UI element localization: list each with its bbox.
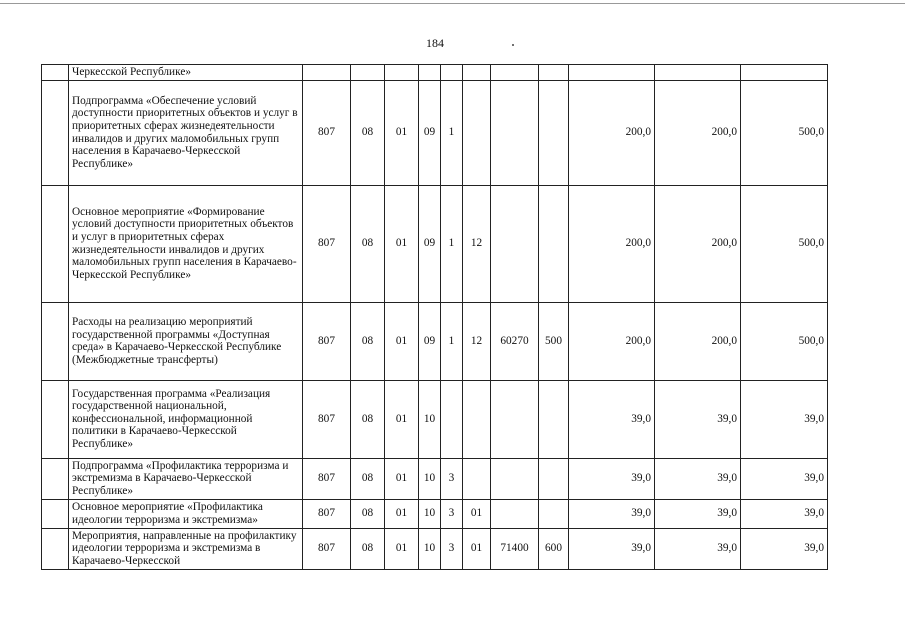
description-cell: Черкесской Республике» (69, 65, 303, 81)
subsection-code-cell: 01 (385, 528, 419, 569)
amount-year3-cell: 39,0 (741, 380, 828, 458)
article-code-cell (491, 185, 539, 302)
direction-code-cell: 12 (463, 302, 491, 380)
amount-year2-cell: 39,0 (655, 458, 741, 499)
top-rule (0, 3, 905, 4)
table-row (42, 499, 828, 528)
row-number-cell (42, 458, 69, 499)
article-code-cell (491, 380, 539, 458)
amount-year3-cell (741, 65, 828, 81)
table-row (42, 380, 828, 458)
subsection-code-cell: 01 (385, 185, 419, 302)
subprogram-code-cell: 3 (441, 528, 463, 569)
row-number-cell (42, 499, 69, 528)
expense-type-cell (539, 80, 569, 185)
subprogram-code-cell: 3 (441, 458, 463, 499)
amount-year2-cell: 200,0 (655, 185, 741, 302)
program-code-cell: 10 (419, 499, 441, 528)
article-code-cell (491, 65, 539, 81)
ministry-code-cell: 807 (303, 80, 351, 185)
section-code-cell: 08 (351, 80, 385, 185)
program-code-cell: 09 (419, 80, 441, 185)
amount-year2-cell: 200,0 (655, 302, 741, 380)
subsection-code-cell: 01 (385, 80, 419, 185)
amount-year2-cell: 200,0 (655, 80, 741, 185)
ministry-code-cell: 807 (303, 380, 351, 458)
table-row (42, 528, 828, 569)
direction-code-cell: 01 (463, 528, 491, 569)
direction-code-cell: 01 (463, 499, 491, 528)
ministry-code-cell: 807 (303, 185, 351, 302)
table-row (42, 458, 828, 499)
table-row (42, 185, 828, 302)
expense-type-cell (539, 65, 569, 81)
scan-speck (512, 44, 514, 46)
section-code-cell: 08 (351, 380, 385, 458)
subprogram-code-cell: 3 (441, 499, 463, 528)
subprogram-code-cell: 1 (441, 185, 463, 302)
expense-type-cell (539, 185, 569, 302)
section-code-cell (351, 65, 385, 81)
amount-year1-cell: 39,0 (569, 380, 655, 458)
amount-year1-cell: 200,0 (569, 185, 655, 302)
subsection-code-cell: 01 (385, 380, 419, 458)
amount-year1-cell: 39,0 (569, 499, 655, 528)
direction-code-cell: 12 (463, 185, 491, 302)
amount-year3-cell: 39,0 (741, 499, 828, 528)
program-code-cell: 09 (419, 302, 441, 380)
article-code-cell (491, 458, 539, 499)
row-number-cell (42, 65, 69, 81)
row-number-cell (42, 380, 69, 458)
row-number-cell (42, 528, 69, 569)
row-number-cell (42, 185, 69, 302)
subprogram-code-cell: 1 (441, 302, 463, 380)
expense-type-cell: 600 (539, 528, 569, 569)
ministry-code-cell: 807 (303, 458, 351, 499)
amount-year3-cell: 500,0 (741, 302, 828, 380)
direction-code-cell (463, 380, 491, 458)
section-code-cell: 08 (351, 185, 385, 302)
subprogram-code-cell: 1 (441, 80, 463, 185)
page-number: 184 (426, 36, 444, 50)
ministry-code-cell: 807 (303, 302, 351, 380)
description-cell: Подпрограмма «Профилактика терроризма и экстремизма в Карачаево-Черкесской Республике» (69, 458, 303, 499)
budget-table (41, 64, 828, 570)
ministry-code-cell: 807 (303, 499, 351, 528)
subsection-code-cell: 01 (385, 458, 419, 499)
amount-year1-cell: 39,0 (569, 458, 655, 499)
ministry-code-cell: 807 (303, 528, 351, 569)
description-cell: Государственная программа «Реализация государственной национальной, конфессиональной, информационной политики в Карачаево-Черкесской Республике» (69, 380, 303, 458)
expense-type-cell (539, 458, 569, 499)
amount-year2-cell: 39,0 (655, 528, 741, 569)
amount-year1-cell: 39,0 (569, 528, 655, 569)
amount-year2-cell (655, 65, 741, 81)
amount-year3-cell: 500,0 (741, 80, 828, 185)
row-number-cell (42, 302, 69, 380)
description-cell: Основное мероприятие «Профилактика идеологии терроризма и экстремизма» (69, 499, 303, 528)
article-code-cell (491, 499, 539, 528)
ministry-code-cell (303, 65, 351, 81)
program-code-cell: 10 (419, 458, 441, 499)
direction-code-cell (463, 65, 491, 81)
article-code-cell: 60270 (491, 302, 539, 380)
expense-type-cell (539, 499, 569, 528)
description-cell: Подпрограмма «Обеспечение условий доступности приоритетных объектов и услуг в приоритетных сферах жизнедеятельности инвалидов и других маломобильных групп населения в Карачаево-Черкесской Республике» (69, 80, 303, 185)
subsection-code-cell: 01 (385, 499, 419, 528)
article-code-cell: 71400 (491, 528, 539, 569)
direction-code-cell (463, 80, 491, 185)
amount-year2-cell: 39,0 (655, 380, 741, 458)
program-code-cell: 10 (419, 380, 441, 458)
program-code-cell: 10 (419, 528, 441, 569)
amount-year3-cell: 39,0 (741, 458, 828, 499)
description-cell: Расходы на реализацию мероприятий государственной программы «Доступная среда» в Карачаево-Черкесской Республике (Межбюджетные трансферты) (69, 302, 303, 380)
amount-year3-cell: 39,0 (741, 528, 828, 569)
direction-code-cell (463, 458, 491, 499)
subsection-code-cell (385, 65, 419, 81)
amount-year2-cell: 39,0 (655, 499, 741, 528)
program-code-cell: 09 (419, 185, 441, 302)
expense-type-cell: 500 (539, 302, 569, 380)
section-code-cell: 08 (351, 528, 385, 569)
section-code-cell: 08 (351, 302, 385, 380)
subprogram-code-cell (441, 380, 463, 458)
section-code-cell: 08 (351, 458, 385, 499)
expense-type-cell (539, 380, 569, 458)
row-number-cell (42, 80, 69, 185)
amount-year1-cell: 200,0 (569, 80, 655, 185)
description-cell: Основное мероприятие «Формирование условий доступности приоритетных объектов и услуг в приоритетных сферах жизнедеятельности инвалидов и других маломобильных групп населения в Карачаево-Черкесской Республике» (69, 185, 303, 302)
program-code-cell (419, 65, 441, 81)
article-code-cell (491, 80, 539, 185)
table-row (42, 65, 828, 81)
amount-year1-cell: 200,0 (569, 302, 655, 380)
table-row (42, 302, 828, 380)
subprogram-code-cell (441, 65, 463, 81)
table-row (42, 80, 828, 185)
section-code-cell: 08 (351, 499, 385, 528)
description-cell: Мероприятия, направленные на профилактику идеологии терроризма и экстремизма в Карачаево-Черкесской (69, 528, 303, 569)
amount-year3-cell: 500,0 (741, 185, 828, 302)
subsection-code-cell: 01 (385, 302, 419, 380)
amount-year1-cell (569, 65, 655, 81)
